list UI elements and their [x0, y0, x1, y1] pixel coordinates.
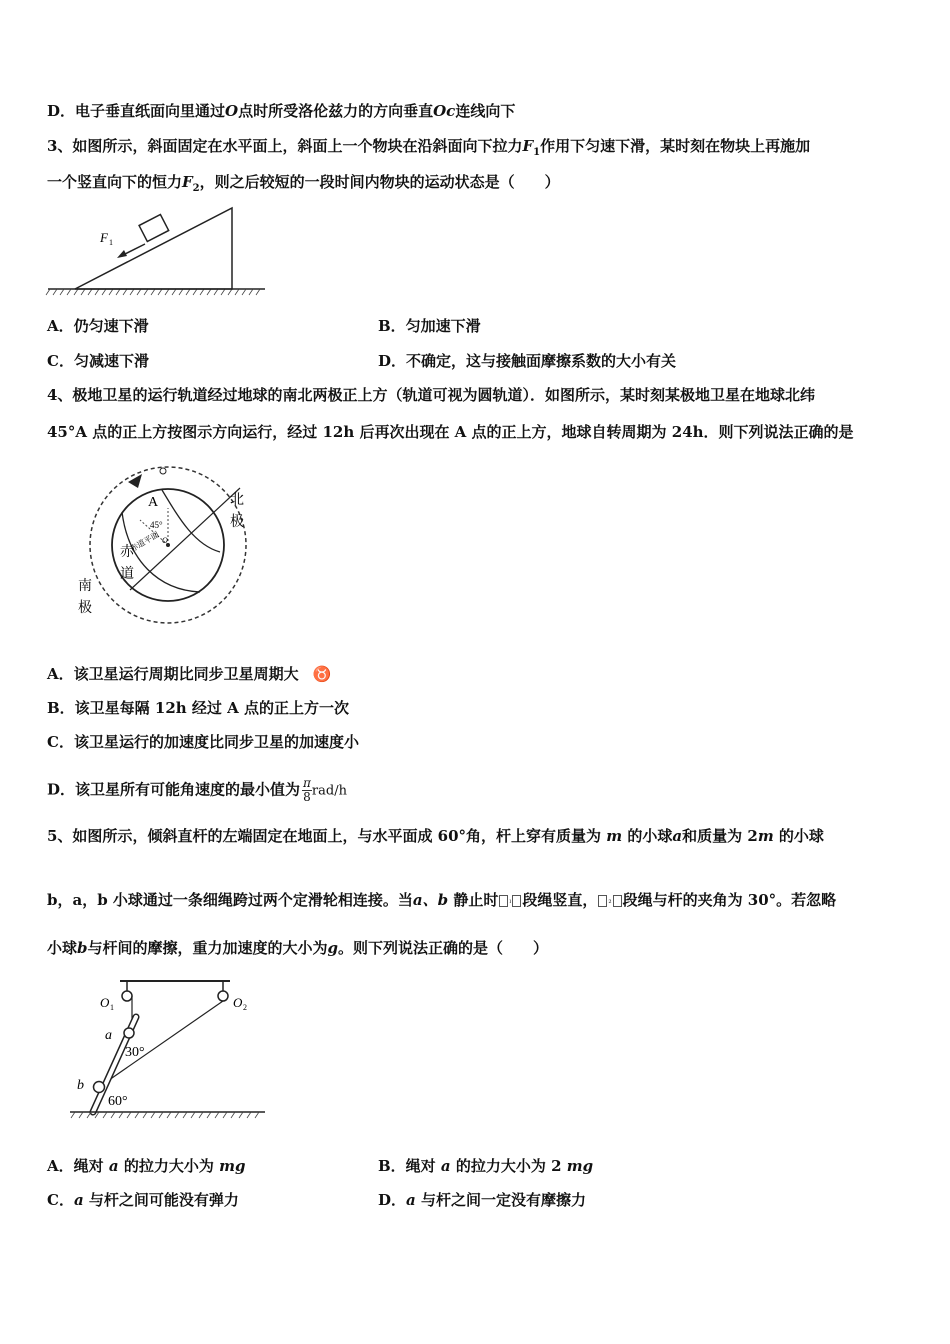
q5-fig-angle-30: 30°: [125, 1045, 145, 1060]
q2-option-d-mid: 点时所受洛伦兹力的方向垂直: [238, 102, 434, 120]
q4-fig-angle: 45°: [150, 520, 163, 530]
q5-balls-ab: a、b: [412, 891, 449, 909]
q5-stem-line2: [47, 890, 836, 911]
q5-fig-o1-sub: 1: [110, 1003, 114, 1012]
q5-stem-line1: [47, 826, 824, 846]
q5-fig-o1: O: [100, 995, 110, 1010]
q5-option-d: [378, 1190, 586, 1210]
q5-stem-3a: 小球: [47, 939, 78, 957]
q5-pulley-o2: [218, 991, 228, 1001]
q3-force-f2-sub: 2: [192, 183, 200, 194]
q5-o1-sub: ₗ: [509, 896, 512, 905]
q5-ground-hatch: [71, 1112, 259, 1118]
q3-incline-figure: [45, 200, 270, 300]
q5-missing-glyph-4: [613, 895, 622, 907]
q3-stem-1b: 作用下匀速下滑，某时刻在物块上再施加: [540, 137, 811, 155]
q4-option-a-text: A．该卫星运行周期比同步卫星周期大: [47, 665, 299, 683]
q3-block: [139, 215, 169, 242]
q5-ball-b-shape: [94, 1082, 105, 1093]
q5-stem-1d: 的小球: [778, 827, 824, 845]
q5-option-b-ball: a: [440, 1157, 451, 1175]
q4-satellite: [160, 468, 166, 474]
q2-option-d-text: D．电子垂直纸面向里通过: [47, 102, 226, 120]
q5-stem-2d: 段绳竖直，: [522, 891, 598, 909]
q4-fraction-denominator: 8: [303, 790, 311, 804]
q5-option-a-value: mg: [219, 1157, 246, 1175]
q4-option-d-unit: rad/h: [311, 783, 347, 799]
q5-option-d-text: 与杆之间一定没有摩擦力: [420, 1191, 586, 1209]
q5-fig-angle-60: 60°: [108, 1094, 128, 1109]
q5-stem-1c: 和质量为 2: [682, 827, 758, 845]
q5-ball-b: b: [77, 939, 88, 957]
q5-fig-b: b: [77, 1078, 84, 1093]
q5-mass-2m: m: [757, 827, 774, 845]
q3-fig-f-sub: 1: [109, 238, 113, 247]
q5-stem-2c: 静止时: [453, 891, 499, 909]
q5-option-c-text: 与杆之间可能没有弹力: [88, 1191, 239, 1209]
q5-ball-a: a: [672, 827, 683, 845]
q5-fig-o2: O: [233, 995, 243, 1010]
q4-satellite-arrow: [128, 474, 142, 488]
q4-fig-south-2: 极: [78, 601, 92, 616]
q5-missing-glyph-1: [499, 895, 508, 907]
q2-point-o: O: [225, 102, 239, 120]
q5-option-b-pre: B．绳对: [378, 1157, 436, 1175]
q2-option-d-end: 连线向下: [455, 102, 516, 120]
q4-fig-south-1: 南: [78, 579, 92, 594]
q5-option-c-ball: a: [73, 1191, 84, 1209]
q5-stem-2a: b，a，b 小球通过一条细绳跨过两个定滑轮相连接。当: [47, 891, 413, 909]
q5-option-a-ball: a: [108, 1157, 119, 1175]
q3-force-f1: F: [522, 137, 534, 155]
q3-option-c: C．匀减速下滑: [47, 352, 149, 370]
q5-option-a-mid: 的拉力大小为: [123, 1157, 214, 1175]
q4-fraction-numerator: π: [303, 776, 311, 790]
q5-o2-sub: ₂: [608, 896, 612, 905]
q3-stem-2b: ，则之后较短的一段时间内物块的运动状态是（ ）: [199, 173, 560, 191]
q5-option-a: [47, 1156, 245, 1176]
q5-option-b: [378, 1156, 593, 1176]
q3-stem-line1: [47, 136, 810, 163]
q3-force-f2: F: [182, 173, 193, 191]
q5-fig-o2-sub: 2: [243, 1003, 247, 1012]
q5-ball-a-shape: [124, 1028, 134, 1038]
q3-force-f1-sub: 1: [533, 147, 541, 158]
q5-pulley-o1: [122, 991, 132, 1001]
q4-option-c: C．该卫星运行的加速度比同步卫星的加速度小: [47, 733, 359, 751]
q3-option-a: A．仍匀速下滑: [47, 317, 149, 335]
q5-stem-line3: [47, 938, 548, 958]
q5-stem-1a: 5、如图所示，倾斜直杆的左端固定在地面上，与水平面成 60°角，杆上穿有质量为: [47, 827, 602, 845]
q4-fig-north-2: 极: [230, 515, 244, 530]
q4-fig-equator-plane: 赤道平面: [128, 529, 161, 554]
q5-rope-slanted: [99, 1001, 223, 1087]
q4-fig-equator-1: 赤: [120, 545, 134, 560]
q3-force-arrowhead: [117, 250, 127, 258]
q5-fig-a: a: [105, 1028, 112, 1043]
q5-stem-3b: 与杆间的摩擦，重力加速度的大小为: [87, 939, 328, 957]
q5-option-d-pre: D．: [378, 1191, 407, 1209]
q5-option-d-ball: a: [406, 1191, 416, 1209]
q3-option-b: B．匀加速下滑: [378, 317, 481, 335]
q4-option-d-text: D．该卫星所有可能角速度的最小值为: [47, 780, 301, 799]
q4-stem-line1: 4、极地卫星的运行轨道经过地球的南北两极正上方（轨道可视为圆轨道）．如图所示，某时刻某极地卫星在地球北纬: [47, 386, 815, 404]
q5-stem-3c: 。则下列说法正确的是（ ）: [338, 939, 549, 957]
q5-stem-2e: 段绳与杆的夹角为 30°。若忽略: [622, 891, 837, 909]
q3-stem-line2: [47, 172, 560, 199]
q3-stem-2a: 一个竖直向下的恒力: [47, 173, 183, 191]
q4-meridian-curve: [162, 490, 220, 552]
q3-option-d: D．不确定，这与接触面摩擦系数的大小有关: [378, 352, 677, 370]
q3-ground-hatch: [46, 289, 260, 295]
q3-force-arrow: [123, 244, 145, 255]
q5-option-a-pre: A．绳对: [47, 1157, 104, 1175]
q4-option-d: [47, 777, 347, 804]
q4-option-a: [47, 664, 331, 684]
q4-option-d-fraction: [302, 777, 312, 804]
q4-option-b: B．该卫星每隔 12h 经过 A 点的正上方一次: [47, 699, 349, 717]
q5-missing-glyph-2: [512, 895, 521, 907]
q5-option-c: [47, 1190, 239, 1210]
q4-earth-figure: [70, 460, 270, 630]
q5-option-b-mid: 的拉力大小为 2: [455, 1157, 562, 1175]
q5-pulley-figure: [65, 975, 270, 1120]
q2-option-d: [47, 101, 515, 121]
q5-option-b-value: mg: [566, 1157, 594, 1175]
q2-line-oc: Oc: [433, 102, 456, 120]
q4-stem-line2: 45°A 点的正上方按图示方向运行，经过 12h 后再次出现在 A 点的正上方，地球自转周期为 24h．则下列说法正确的是: [47, 423, 854, 441]
q4-fig-o: O: [162, 536, 168, 545]
q4-option-a-mark: ♉: [312, 665, 332, 683]
q4-fig-north-1: 北: [230, 493, 244, 508]
q4-fig-equator-2: 道: [120, 567, 134, 582]
q3-stem-1a: 3、如图所示，斜面固定在水平面上，斜面上一个物块在沿斜面向下拉力: [47, 137, 523, 155]
q5-mass-m: m: [606, 827, 623, 845]
q5-missing-glyph-3: [598, 895, 607, 907]
q5-stem-1b: 的小球: [627, 827, 673, 845]
q5-gravity-g: g: [327, 939, 339, 957]
q5-option-c-pre: C．: [47, 1191, 74, 1209]
q3-fig-f-label: F: [100, 230, 108, 245]
q4-fig-point-a: A: [148, 495, 159, 510]
